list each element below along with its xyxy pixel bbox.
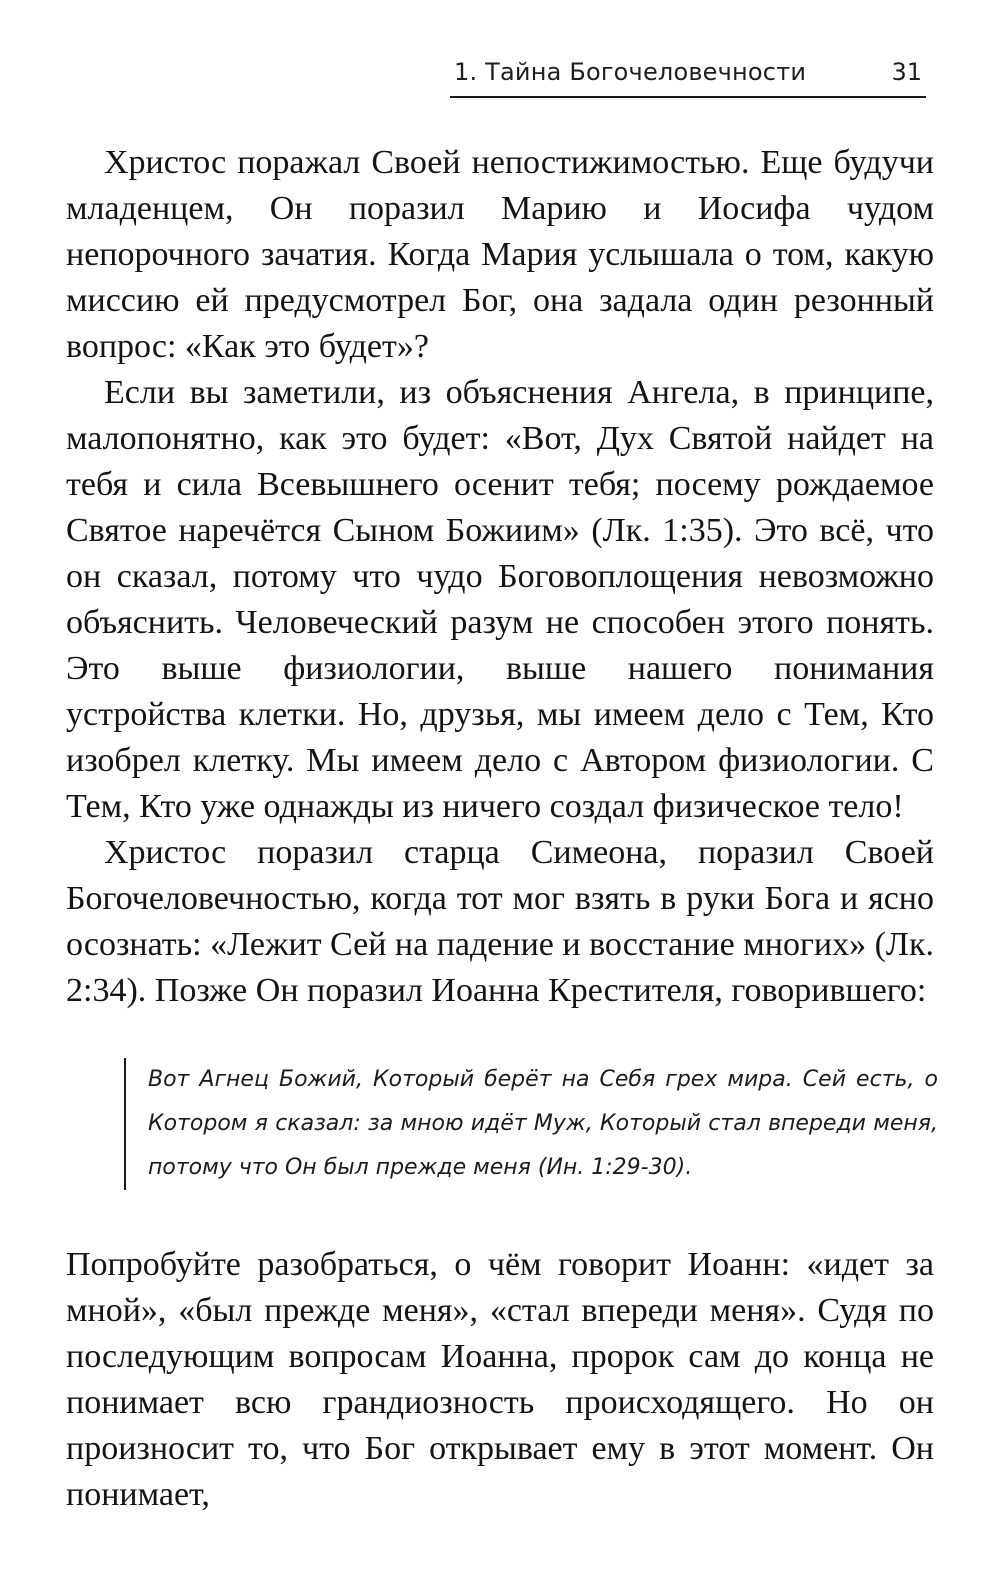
paragraph-4: Попробуйте разобраться, о чём говорит Иоанн: «идет за мной», «был прежде меня», «стал впереди меня». Судя по последующим вопросам Иоанна, пророк сам до конца не понимает всю грандиозность происходящего. Но он произносит то, что Бог открывает ему в этот момент. Он понимает, bbox=[66, 1246, 934, 1513]
chapter-title: 1. Тайна Богочеловечности bbox=[454, 58, 807, 86]
running-header bbox=[450, 52, 926, 98]
paragraph-2: Если вы заметили, из объяснения Ангела, в принципе, малопонятно, как это будет: «Вот, Дух Святой найдет на тебя и сила Всевышнего осенит тебя; посему рождаемое Святое наречётся Сыном Божиим» (Лк. 1:35). Это всё, что он сказал, потому что чудо Боговоплощения невозможно объяснить. Человеческий разум не способен этого понять. Это выше физиологии, выше нашего понимания устройства клетки. Но, друзья, мы имеем дело с Тем, Кто изобрел клетку. Мы имеем дело с Автором физиологии. С Тем, Кто уже однажды из ничего создал физическое тело! bbox=[66, 374, 934, 825]
paragraph-3: Христос поразил старца Симеона, поразил Своей Богочеловечностью, когда тот мог взять в руки Бога и ясно осознать: «Лежит Сей на падение и восстание многих» (Лк. 2:34). Позже Он поразил Иоанна Крестителя, говорившего: bbox=[66, 834, 935, 1009]
page-number: 31 bbox=[891, 58, 922, 86]
paragraph-1: Христос поражал Своей непостижимостью. Еще будучи младенцем, Он поразил Марию и Иосифа чудом непорочного зачатия. Когда Мария услышала о том, какую миссию ей предусмотрел Бог, она задала один резонный вопрос: «Как это будет»? bbox=[66, 144, 934, 365]
page-body bbox=[66, 140, 938, 1518]
scripture-quote: Вот Агнец Божий, Который берёт на Себя грех мира. Сей есть, о Котором я сказал: за мною идёт Муж, Который стал впереди меня, потому что Он был прежде меня (Ин. 1:29-30). bbox=[124, 1058, 938, 1190]
